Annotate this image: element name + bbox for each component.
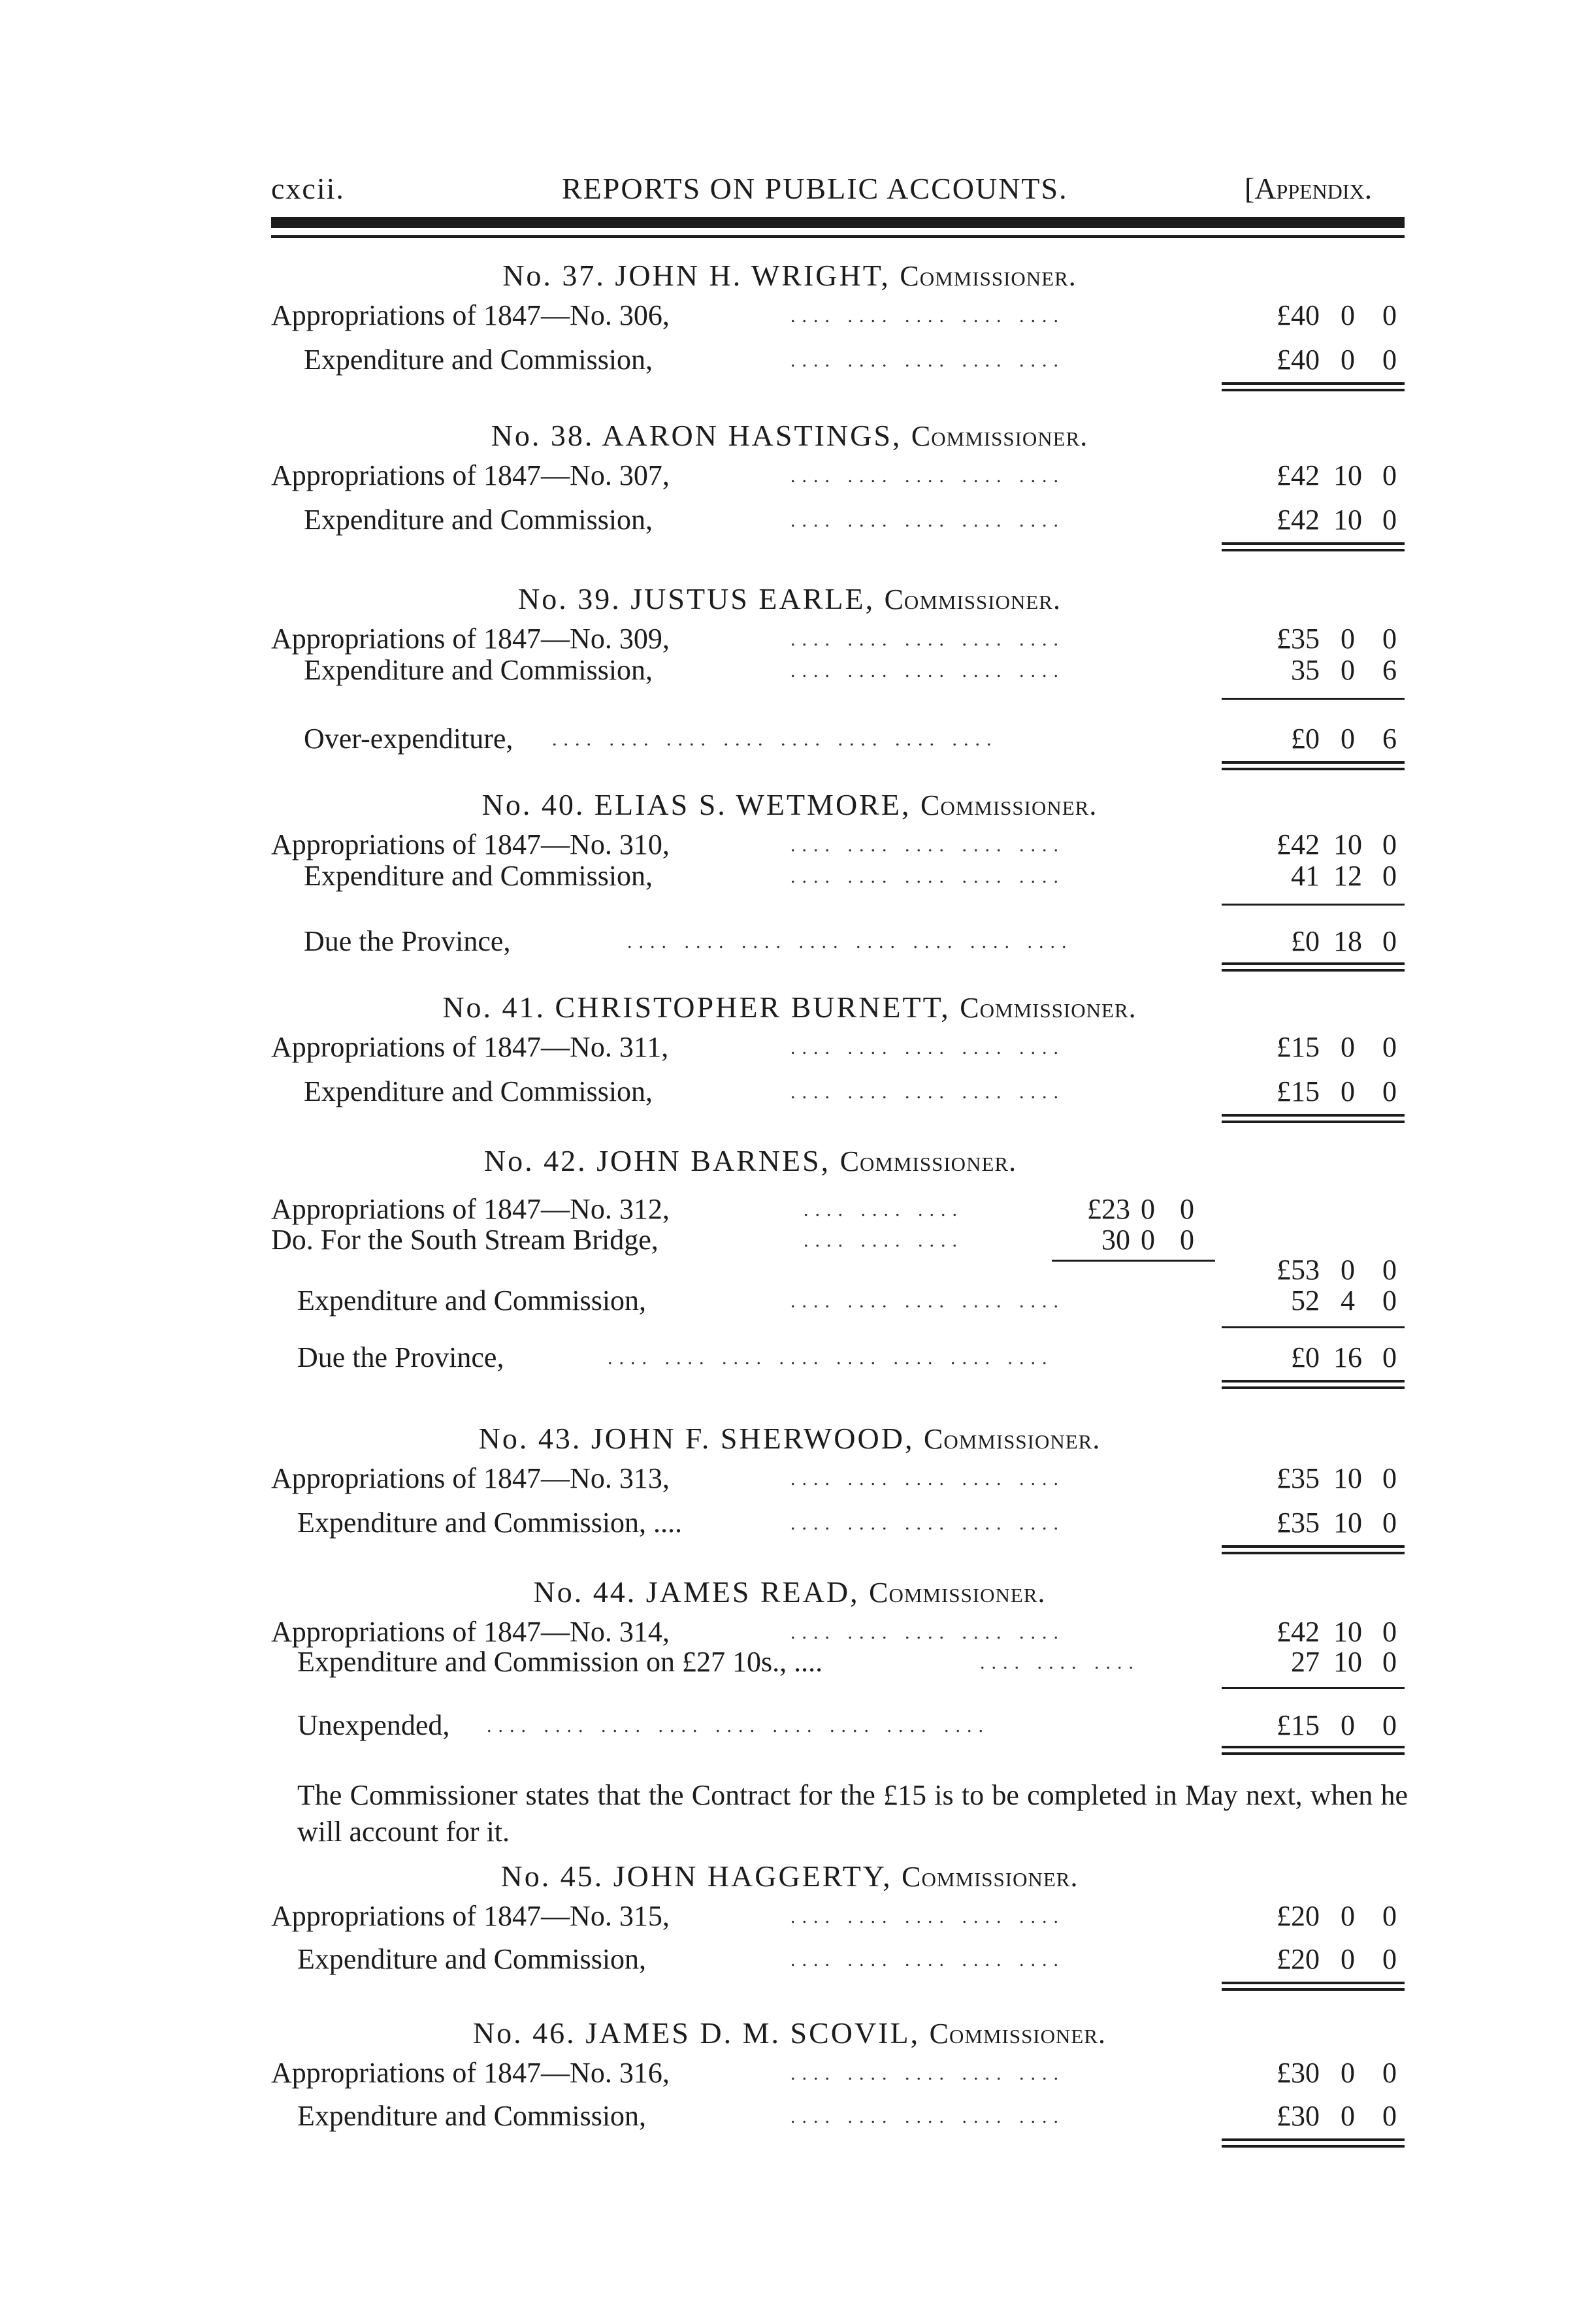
row-label: Expenditure and Commission, — [304, 1075, 653, 1107]
account-row — [0, 2099, 1579, 2136]
account-row — [0, 653, 1579, 690]
amount-shillings: 10 — [1333, 1616, 1362, 1648]
leader-dots: .... .... .... .... .... — [790, 1290, 1065, 1312]
total-double-rule — [1222, 962, 1405, 972]
amount-pence: 0 — [1382, 1341, 1397, 1373]
account-row — [0, 503, 1579, 540]
total-double-rule — [1222, 382, 1405, 391]
total-double-rule — [1222, 1380, 1405, 1389]
amount-pounds: £42 — [1277, 504, 1320, 536]
amount-pounds: 35 — [1291, 654, 1320, 686]
row-label: Appropriations of 1847—No. 316, — [271, 2057, 670, 2089]
row-label: Expenditure and Commission, — [304, 654, 653, 686]
section-number: No. 44. — [533, 1575, 637, 1609]
section-number: No. 46. — [472, 2016, 576, 2050]
section-number: No. 43. — [478, 1422, 582, 1455]
row-label: Appropriations of 1847—No. 313, — [271, 1462, 670, 1494]
subtotal-rule — [1222, 904, 1405, 906]
total-double-rule — [1222, 1114, 1405, 1123]
account-row — [0, 1075, 1579, 1111]
commissioner-name: JOHN F. SHERWOOD, — [591, 1422, 915, 1455]
section-title — [0, 258, 1579, 293]
amount-pence: 0 — [1382, 2100, 1397, 2132]
amount-shillings: 0 — [1141, 1224, 1155, 1256]
row-label: Expenditure and Commission on £27 10s., .... — [297, 1646, 823, 1678]
commissioner-role: Commissioner. — [923, 1423, 1101, 1455]
amount-shillings: 18 — [1333, 925, 1362, 957]
leader-dots: .... .... .... .... .... .... .... .... — [608, 1347, 1054, 1369]
section-title — [0, 990, 1579, 1024]
row-label: Expenditure and Commission, — [297, 1285, 647, 1317]
amount-pounds: £0 — [1291, 723, 1320, 755]
amount-pence: 0 — [1180, 1224, 1194, 1256]
account-row — [0, 722, 1579, 759]
amount-pounds: £42 — [1277, 1616, 1320, 1648]
amount-shillings: 4 — [1341, 1285, 1355, 1317]
leader-dots: .... .... .... .... .... — [790, 510, 1065, 531]
row-label: Appropriations of 1847—No. 311, — [271, 1031, 669, 1063]
leader-dots: .... .... .... .... .... — [790, 465, 1065, 487]
account-row — [0, 1284, 1579, 1320]
leader-dots: .... .... .... .... .... — [790, 834, 1065, 856]
amount-pounds: £15 — [1277, 1031, 1320, 1063]
amount-pounds: 30 — [1101, 1224, 1130, 1256]
amount-pence: 0 — [1382, 1900, 1397, 1932]
account-row — [0, 343, 1579, 380]
section-title — [0, 1859, 1579, 1893]
amount-pence: 0 — [1382, 623, 1397, 655]
amount-shillings: 0 — [1341, 344, 1355, 376]
section-number: No. 40. — [481, 788, 585, 821]
account-row — [0, 299, 1579, 335]
subtotal-rule — [1222, 1687, 1405, 1689]
commissioner-role: Commissioner. — [902, 1861, 1079, 1893]
section-title — [0, 1143, 1540, 1178]
account-row — [0, 1462, 1579, 1498]
amount-shillings: 0 — [1341, 299, 1355, 331]
amount-pounds: £20 — [1277, 1943, 1320, 1975]
amount-pounds: £42 — [1277, 459, 1320, 491]
row-label: Appropriations of 1847—No. 307, — [271, 459, 670, 491]
amount-shillings: 12 — [1333, 860, 1362, 892]
amount-shillings: 0 — [1341, 1254, 1355, 1286]
header-rule-thin — [271, 235, 1405, 238]
amount-pence: 0 — [1382, 1254, 1397, 1286]
amount-pence: 0 — [1382, 2057, 1397, 2089]
leader-dots: .... .... .... .... .... — [790, 866, 1065, 887]
account-row — [0, 1645, 1579, 1682]
amount-shillings: 10 — [1333, 1462, 1362, 1494]
row-label: Over-expenditure, — [304, 723, 513, 755]
section-title — [0, 1575, 1579, 1609]
amount-pounds: £23 — [1087, 1193, 1130, 1225]
amount-pence: 0 — [1382, 1031, 1397, 1063]
leader-dots: .... .... .... .... .... — [790, 350, 1065, 371]
amount-pence: 0 — [1382, 459, 1397, 491]
section-number: No. 42. — [483, 1144, 587, 1177]
amount-pounds: £40 — [1277, 299, 1320, 331]
amount-shillings: 0 — [1341, 723, 1355, 755]
amount-shillings: 16 — [1333, 1341, 1362, 1373]
row-label: Expenditure and Commission, — [304, 860, 653, 892]
row-label: Appropriations of 1847—No. 309, — [271, 623, 670, 655]
amount-pence: 0 — [1382, 1285, 1397, 1317]
row-label: Appropriations of 1847—No. 314, — [271, 1616, 670, 1648]
commissioner-role: Commissioner. — [884, 583, 1061, 615]
leader-dots: .... .... .... .... .... — [790, 1949, 1065, 1971]
leader-dots: .... .... .... .... .... .... .... .... — [627, 931, 1073, 953]
commissioner-role: Commissioner. — [911, 420, 1088, 452]
amount-pounds: £35 — [1277, 1507, 1320, 1539]
amount-pence: 0 — [1382, 828, 1397, 860]
section-number: No. 41. — [442, 990, 546, 1024]
leader-dots: .... .... .... — [980, 1652, 1140, 1673]
commissioner-role: Commissioner. — [920, 789, 1098, 821]
leader-dots: .... .... .... — [804, 1199, 964, 1220]
total-double-rule — [1222, 1746, 1405, 1755]
row-label: Appropriations of 1847—No. 315, — [271, 1900, 670, 1932]
amount-pence: 0 — [1382, 860, 1397, 892]
amount-shillings: 0 — [1341, 1943, 1355, 1975]
leader-dots: .... .... .... .... .... — [790, 2106, 1065, 2127]
commissioner-name: AARON HASTINGS, — [602, 419, 902, 452]
row-label: Expenditure and Commission, — [304, 504, 653, 536]
amount-pounds: £53 — [1277, 1254, 1320, 1286]
leader-dots: .... .... .... .... .... .... .... .... — [552, 728, 998, 750]
amount-pence: 0 — [1382, 1709, 1397, 1741]
amount-shillings: 0 — [1341, 1075, 1355, 1107]
header-rule-thick — [271, 217, 1405, 228]
account-row — [0, 1506, 1579, 1543]
account-row — [0, 925, 1579, 961]
section-title — [0, 2016, 1579, 2050]
commissioner-name: ELIAS S. WETMORE, — [594, 788, 911, 821]
section-number: No. 45. — [500, 1859, 604, 1893]
total-double-rule — [1222, 761, 1405, 770]
amount-shillings: 10 — [1333, 1646, 1362, 1678]
amount-pence: 6 — [1382, 654, 1397, 686]
commissioner-role: Commissioner. — [929, 2018, 1107, 2050]
amount-pounds: 27 — [1291, 1646, 1320, 1678]
leader-dots: .... .... .... .... .... — [790, 629, 1065, 650]
amount-shillings: 0 — [1341, 1900, 1355, 1932]
row-label: Appropriations of 1847—No. 306, — [271, 299, 670, 331]
row-label: Do. For the South Stream Bridge, — [271, 1224, 659, 1256]
account-row — [0, 1709, 1579, 1745]
section-title — [0, 1421, 1579, 1456]
amount-shillings: 0 — [1341, 2057, 1355, 2089]
amount-shillings: 0 — [1341, 1709, 1355, 1741]
account-row — [0, 1341, 1579, 1377]
row-label: Expenditure and Commission, — [304, 344, 653, 376]
amount-pounds: £35 — [1277, 1462, 1320, 1494]
section-number: No. 39. — [518, 582, 621, 615]
section-title — [0, 581, 1579, 616]
leader-dots: .... .... .... .... .... — [790, 1468, 1065, 1490]
amount-shillings: 0 — [1341, 1031, 1355, 1063]
account-row — [0, 1899, 1579, 1936]
amount-pence: 0 — [1382, 1646, 1397, 1678]
amount-shillings: 0 — [1141, 1193, 1155, 1225]
amount-pounds: £42 — [1277, 828, 1320, 860]
amount-pence: 0 — [1382, 1462, 1397, 1494]
total-double-rule — [1222, 542, 1405, 551]
commissioner-role: Commissioner. — [869, 1577, 1046, 1609]
amount-pence: 0 — [1382, 504, 1397, 536]
row-label: Expenditure and Commission, .... — [297, 1507, 683, 1539]
leader-dots: .... .... .... .... .... — [790, 1622, 1065, 1643]
leader-dots: .... .... .... .... .... — [790, 2063, 1065, 2084]
amount-pounds: £40 — [1277, 344, 1320, 376]
amount-shillings: 10 — [1333, 1507, 1362, 1539]
amount-pence: 0 — [1382, 925, 1397, 957]
amount-pounds: £15 — [1277, 1075, 1320, 1107]
account-row — [0, 459, 1579, 495]
amount-pence: 0 — [1382, 299, 1397, 331]
row-label: Expenditure and Commission, — [297, 1943, 647, 1975]
amount-shillings: 10 — [1333, 504, 1362, 536]
amount-pounds: £0 — [1291, 925, 1320, 957]
commissioner-role: Commissioner. — [900, 260, 1077, 292]
row-label: Appropriations of 1847—No. 312, — [271, 1193, 670, 1225]
commissioner-name: JAMES READ, — [645, 1575, 860, 1609]
commissioner-note: The Commissioner states that the Contract for the £15 is to be completed in May next, when he will account for it. — [297, 1779, 1408, 1848]
leader-dots: .... .... .... .... .... — [790, 660, 1065, 681]
leader-dots: .... .... .... .... .... — [790, 1037, 1065, 1058]
commissioner-name: JOHN HAGGERTY, — [613, 1859, 892, 1893]
amount-pence: 0 — [1382, 1075, 1397, 1107]
section-title — [0, 418, 1579, 453]
leader-dots: .... .... .... — [804, 1230, 964, 1251]
commissioner-name: JUSTUS EARLE, — [630, 582, 875, 615]
leader-dots: .... .... .... .... .... .... .... .... .... — [487, 1715, 990, 1737]
subtotal-rule — [1222, 1326, 1405, 1328]
commissioner-name: JOHN H. WRIGHT, — [615, 259, 890, 292]
total-double-rule — [1222, 1982, 1405, 1991]
amount-pence: 6 — [1382, 723, 1397, 755]
row-label: Expenditure and Commission, — [297, 2100, 647, 2132]
amount-pounds: £35 — [1277, 623, 1320, 655]
amount-pounds: 52 — [1291, 1285, 1320, 1317]
commissioner-role: Commissioner. — [839, 1145, 1017, 1177]
page-title: REPORTS ON PUBLIC ACCOUNTS. — [562, 172, 1068, 205]
amount-shillings: 0 — [1341, 654, 1355, 686]
row-label: Due the Province, — [304, 925, 511, 957]
amount-pence: 0 — [1382, 1507, 1397, 1539]
amount-shillings: 10 — [1333, 459, 1362, 491]
total-double-rule — [1222, 2138, 1405, 2148]
appendix-label: [Appendix. — [1245, 172, 1373, 205]
account-row — [0, 2056, 1579, 2093]
account-row — [0, 1030, 1579, 1067]
section-number: No. 37. — [502, 259, 606, 292]
leader-dots: .... .... .... .... .... — [790, 1906, 1065, 1927]
commissioner-name: JOHN BARNES, — [596, 1144, 831, 1177]
leader-dots: .... .... .... .... .... — [790, 1513, 1065, 1534]
commissioner-name: CHRISTOPHER BURNETT, — [555, 990, 951, 1024]
leader-dots: .... .... .... .... .... — [790, 305, 1065, 327]
amount-pounds: £0 — [1291, 1341, 1320, 1373]
amount-pence: 0 — [1382, 1943, 1397, 1975]
leader-dots: .... .... .... .... .... — [790, 1081, 1065, 1103]
amount-pounds: £30 — [1277, 2057, 1320, 2089]
amount-shillings: 10 — [1333, 828, 1362, 860]
amount-pounds: £30 — [1277, 2100, 1320, 2132]
amount-pounds: £20 — [1277, 1900, 1320, 1932]
page-number: cxcii. — [271, 172, 345, 205]
amount-shillings: 0 — [1341, 2100, 1355, 2132]
amount-pounds: 41 — [1291, 860, 1320, 892]
amount-pounds: £15 — [1277, 1709, 1320, 1741]
row-label: Due the Province, — [297, 1341, 504, 1373]
amount-shillings: 0 — [1341, 623, 1355, 655]
account-row — [0, 859, 1579, 896]
section-number: No. 38. — [491, 419, 594, 452]
total-double-rule — [1222, 1545, 1405, 1554]
section-title — [0, 787, 1579, 822]
amount-pence: 0 — [1180, 1193, 1194, 1225]
row-label: Unexpended, — [297, 1709, 450, 1741]
commissioner-name: JAMES D. M. SCOVIL, — [585, 2016, 920, 2050]
amount-pence: 0 — [1382, 344, 1397, 376]
account-row — [0, 1942, 1579, 1979]
amount-pence: 0 — [1382, 1616, 1397, 1648]
commissioner-role: Commissioner. — [960, 992, 1137, 1024]
subtotal-rule — [1222, 698, 1405, 700]
row-label: Appropriations of 1847—No. 310, — [271, 828, 670, 860]
